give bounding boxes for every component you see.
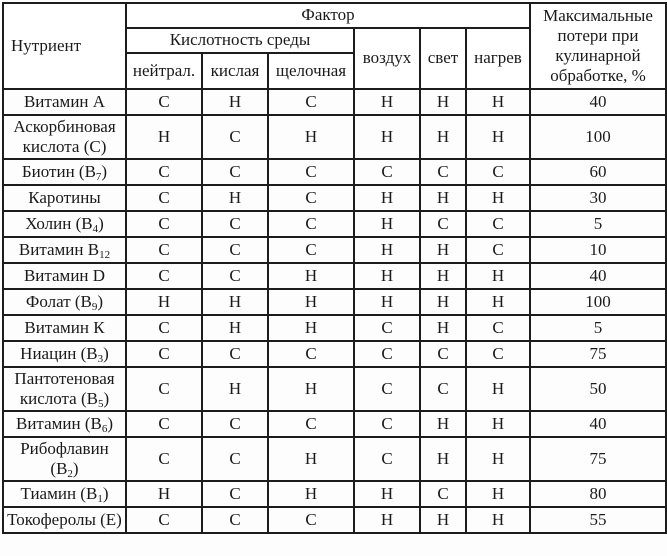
stability-value: Н: [420, 507, 466, 533]
table-row: [3, 437, 666, 481]
nutrient-name-text: Токоферолы (Е): [7, 510, 122, 530]
stability-value: Н: [268, 367, 354, 411]
nutrient-name: [3, 159, 126, 185]
stability-value: Н: [420, 115, 466, 159]
stability-value: С: [268, 185, 354, 211]
stability-value: С: [466, 315, 530, 341]
nutrient-name-text: Биотин (В: [21, 162, 96, 182]
table-row: [3, 315, 666, 341]
stability-value: С: [202, 481, 268, 507]
stability-value: С: [126, 159, 202, 185]
nutrient-name: [3, 507, 126, 533]
stability-value: Н: [202, 89, 268, 115]
table-row: [3, 481, 666, 507]
header-neutral: нейтрал.: [126, 53, 202, 89]
stability-value: Н: [420, 411, 466, 437]
nutrient-name-text: Тиамин (В: [20, 484, 98, 504]
stability-value: Н: [466, 507, 530, 533]
stability-value: С: [126, 263, 202, 289]
stability-value: Н: [466, 89, 530, 115]
nutrient-name: [3, 289, 126, 315]
nutrient-name-text: ): [103, 344, 109, 364]
stability-value: С: [268, 211, 354, 237]
stability-value: С: [126, 237, 202, 263]
nutrient-name-text: ): [107, 414, 113, 434]
stability-value: С: [466, 159, 530, 185]
stability-value: С: [268, 89, 354, 115]
stability-value: С: [202, 341, 268, 367]
stability-value: Н: [420, 289, 466, 315]
stability-value: С: [354, 341, 420, 367]
stability-value: Н: [202, 185, 268, 211]
table-header: [3, 3, 666, 89]
stability-value: С: [126, 507, 202, 533]
stability-value: Н: [268, 481, 354, 507]
stability-value: Н: [354, 237, 420, 263]
table-row: [3, 367, 666, 411]
stability-value: С: [354, 315, 420, 341]
nutrient-name-text: Фолат (В: [25, 292, 92, 312]
stability-value: С: [268, 411, 354, 437]
max-loss-value: 50: [530, 367, 666, 411]
nutrient-name-text: ): [102, 484, 109, 504]
nutrient-name-text: ): [98, 214, 104, 234]
nutrient-name-text: Каротины: [28, 188, 101, 208]
header-row-factor: [3, 3, 666, 28]
header-heat: нагрев: [466, 28, 530, 89]
table-row: [3, 289, 666, 315]
stability-value: Н: [466, 481, 530, 507]
stability-value: С: [202, 159, 268, 185]
header-air: воздух: [354, 28, 420, 89]
stability-value: С: [354, 437, 420, 481]
nutrient-name: [3, 437, 126, 481]
stability-value: Н: [202, 289, 268, 315]
nutrient-name-subscript: 1: [97, 493, 103, 506]
nutrient-name-text: Рибофлавин (В: [20, 439, 109, 479]
nutrient-name-text: ): [103, 389, 110, 409]
max-loss-value: 100: [530, 115, 666, 159]
nutrient-name: [3, 315, 126, 341]
nutrient-name-text: Пантотеновая кислота (В: [14, 369, 115, 409]
stability-value: Н: [202, 315, 268, 341]
stability-value: С: [202, 437, 268, 481]
table-row: [3, 263, 666, 289]
stability-value: С: [126, 211, 202, 237]
stability-value: Н: [466, 411, 530, 437]
nutrient-name-subscript: 9: [91, 301, 98, 314]
stability-value: С: [126, 411, 202, 437]
stability-value: Н: [420, 315, 466, 341]
stability-value: С: [466, 237, 530, 263]
table-row: [3, 237, 666, 263]
stability-value: Н: [268, 263, 354, 289]
table-row: [3, 159, 666, 185]
max-loss-value: 40: [530, 89, 666, 115]
stability-value: С: [268, 237, 354, 263]
stability-value: Н: [268, 115, 354, 159]
stability-value: С: [126, 367, 202, 411]
nutrient-name-text: ): [97, 292, 104, 312]
stability-value: Н: [268, 437, 354, 481]
nutrient-name-text: Витамин (В: [16, 414, 102, 434]
stability-value: Н: [354, 185, 420, 211]
nutrient-name-subscript: 12: [99, 249, 111, 262]
nutrient-name-text: Витамин D: [23, 266, 106, 286]
stability-value: С: [268, 341, 354, 367]
stability-value: С: [268, 507, 354, 533]
stability-value: Н: [354, 89, 420, 115]
header-factor: Фактор: [126, 3, 530, 28]
table-row: [3, 507, 666, 533]
stability-value: С: [202, 411, 268, 437]
stability-value: С: [126, 89, 202, 115]
stability-value: Н: [420, 185, 466, 211]
stability-value: Н: [466, 115, 530, 159]
max-loss-value: 100: [530, 289, 666, 315]
stability-value: С: [466, 341, 530, 367]
max-loss-value: 80: [530, 481, 666, 507]
nutrient-name-subscript: 2: [67, 468, 73, 481]
nutrient-name-text: ): [72, 459, 79, 479]
nutrient-name: [3, 237, 126, 263]
table-body: [3, 89, 666, 533]
stability-value: Н: [354, 289, 420, 315]
stability-value: Н: [466, 263, 530, 289]
stability-value: С: [202, 211, 268, 237]
stability-value: С: [126, 185, 202, 211]
stability-value: Н: [268, 315, 354, 341]
stability-value: Н: [126, 481, 202, 507]
stability-value: Н: [420, 237, 466, 263]
table-row: [3, 341, 666, 367]
header-acidity-group: Кислотность среды: [126, 28, 354, 53]
nutrient-name: [3, 411, 126, 437]
max-loss-value: 40: [530, 263, 666, 289]
nutrient-name: [3, 481, 126, 507]
stability-value: Н: [202, 367, 268, 411]
max-loss-value: 60: [530, 159, 666, 185]
stability-value: Н: [354, 211, 420, 237]
nutrient-name: [3, 211, 126, 237]
max-loss-value: 10: [530, 237, 666, 263]
stability-value: С: [420, 211, 466, 237]
stability-value: С: [202, 115, 268, 159]
stability-value: С: [420, 159, 466, 185]
stability-value: Н: [420, 437, 466, 481]
stability-value: Н: [268, 289, 354, 315]
nutrient-name: [3, 367, 126, 411]
nutrient-name-subscript: 3: [97, 353, 104, 366]
max-loss-value: 30: [530, 185, 666, 211]
nutrient-name: [3, 341, 126, 367]
nutrient-name: [3, 263, 126, 289]
stability-value: С: [420, 341, 466, 367]
stability-value: С: [202, 263, 268, 289]
stability-value: С: [126, 437, 202, 481]
stability-value: Н: [354, 507, 420, 533]
nutrient-name-text: Холин (В: [25, 214, 93, 234]
table-row: [3, 185, 666, 211]
stability-value: С: [268, 159, 354, 185]
table-row: [3, 411, 666, 437]
stability-value: С: [202, 507, 268, 533]
nutrient-name-subscript: 5: [97, 398, 104, 411]
max-loss-value: 75: [530, 341, 666, 367]
header-max-loss: Максимальные потери при кулинарной обработке, %: [530, 3, 666, 89]
max-loss-value: 55: [530, 507, 666, 533]
nutrient-name-text: ): [101, 162, 108, 182]
stability-value: Н: [126, 289, 202, 315]
stability-value: С: [466, 211, 530, 237]
header-light: свет: [420, 28, 466, 89]
stability-value: С: [354, 159, 420, 185]
stability-value: С: [126, 315, 202, 341]
nutrient-name-text: Ниацин (В: [20, 344, 98, 364]
header-alkaline: щелочная: [268, 53, 354, 89]
max-loss-value: 5: [530, 211, 666, 237]
stability-value: С: [354, 367, 420, 411]
stability-value: С: [126, 341, 202, 367]
stability-value: С: [420, 481, 466, 507]
header-nutrient: Нутриент: [3, 3, 126, 89]
nutrient-stability-table: [2, 2, 667, 534]
header-acidic: кислая: [202, 53, 268, 89]
max-loss-value: 75: [530, 437, 666, 481]
max-loss-value: 5: [530, 315, 666, 341]
stability-value: Н: [354, 263, 420, 289]
nutrient-name-text: Витамин К: [24, 318, 105, 338]
stability-value: Н: [354, 481, 420, 507]
nutrient-name-subscript: 7: [95, 171, 102, 184]
stability-value: Н: [466, 367, 530, 411]
table-row: [3, 115, 666, 159]
stability-value: Н: [466, 437, 530, 481]
stability-value: Н: [354, 115, 420, 159]
nutrient-name-text: Витамин В: [18, 240, 100, 260]
table-row: [3, 89, 666, 115]
nutrient-name-subscript: 4: [92, 223, 99, 236]
nutrient-name-text: Витамин А: [23, 91, 106, 111]
stability-value: С: [202, 237, 268, 263]
stability-value: Н: [466, 289, 530, 315]
stability-value: С: [354, 411, 420, 437]
stability-value: С: [420, 367, 466, 411]
stability-value: Н: [420, 89, 466, 115]
nutrient-name: [3, 89, 126, 115]
stability-value: Н: [126, 115, 202, 159]
nutrient-name: [3, 115, 126, 159]
nutrient-name: [3, 185, 126, 211]
stability-value: Н: [466, 185, 530, 211]
table-row: [3, 211, 666, 237]
nutrient-name-text: Аскорбиновая кислота (С): [13, 117, 116, 157]
nutrient-name-subscript: 6: [101, 423, 108, 436]
max-loss-value: 40: [530, 411, 666, 437]
stability-value: Н: [420, 263, 466, 289]
